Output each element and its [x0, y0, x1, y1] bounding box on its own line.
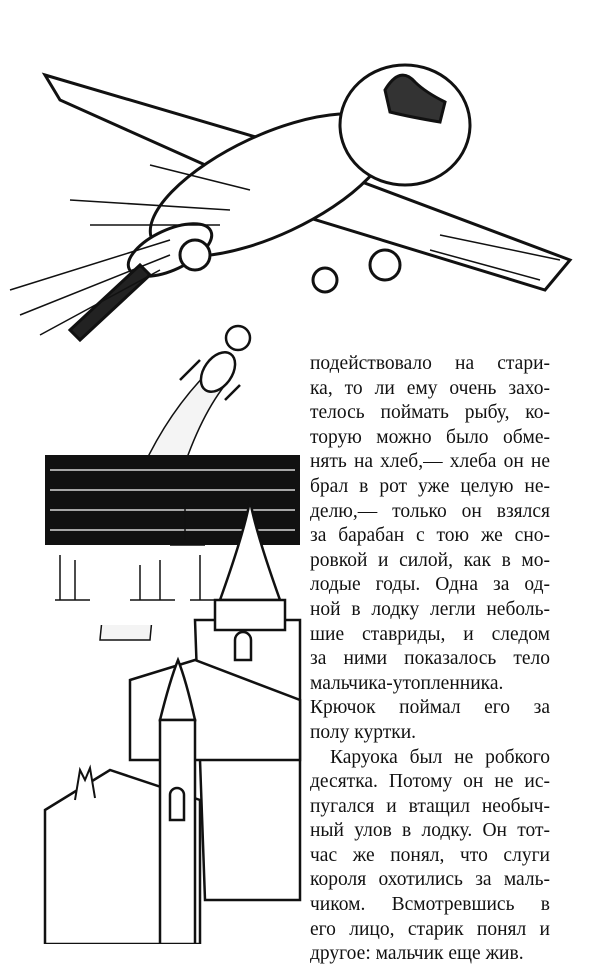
text-line: другое: мальчик еще жив. — [310, 943, 524, 965]
text-line: брал в рот уже целую не- — [310, 475, 550, 497]
text-line: полу куртки. — [310, 721, 417, 743]
text-line: чиком. Всмотревшись в — [310, 894, 550, 916]
text-line: час же понял, что слуги — [310, 844, 550, 866]
text-line: за ними показалось тело — [310, 648, 550, 670]
text-line: торую можно было обме- — [310, 426, 550, 448]
paragraph-2 — [310, 746, 550, 967]
text-line: ка, то ли ему очень захо- — [310, 377, 550, 399]
sea — [45, 455, 300, 545]
text-line: нять на хлеб,— хлеба он не — [310, 451, 550, 473]
text-line: делю,— только он взялся — [310, 500, 550, 522]
wheel — [313, 268, 337, 292]
text-line: телось поймать рыбу, ко- — [310, 402, 550, 424]
text-line: Каруока был не робкого — [330, 746, 550, 768]
text-line: Крючок поймал его за — [310, 697, 550, 719]
propeller-shaft — [70, 265, 150, 340]
text-line: ный улов в лодку. Он тот- — [310, 820, 550, 842]
text-line: его лицо, старик понял и — [310, 918, 550, 940]
body-text — [310, 352, 550, 967]
text-line: короля охотились за маль- — [310, 869, 550, 891]
text-line: десятка. Потому он не ис- — [310, 771, 550, 793]
text-line: лодые годы. Одна за од- — [310, 574, 550, 596]
text-line: ной в лодку легли неболь- — [310, 598, 550, 620]
paragraph-1 — [310, 352, 550, 746]
text-line: подействовало на стари- — [310, 353, 550, 374]
airplane — [10, 65, 570, 340]
text-line: ровкой и силой, как в мо- — [310, 549, 550, 571]
wheel — [180, 240, 210, 270]
text-line: шие ставриды, и следом — [310, 623, 550, 645]
figures — [75, 768, 95, 800]
text-line: мальчика-утопленника. — [310, 672, 504, 694]
harbor-scene — [45, 455, 300, 944]
wheel — [370, 250, 400, 280]
text-line: за барабан с тою же сно- — [310, 525, 550, 547]
text-line: пугался и втащил необыч- — [310, 795, 550, 817]
